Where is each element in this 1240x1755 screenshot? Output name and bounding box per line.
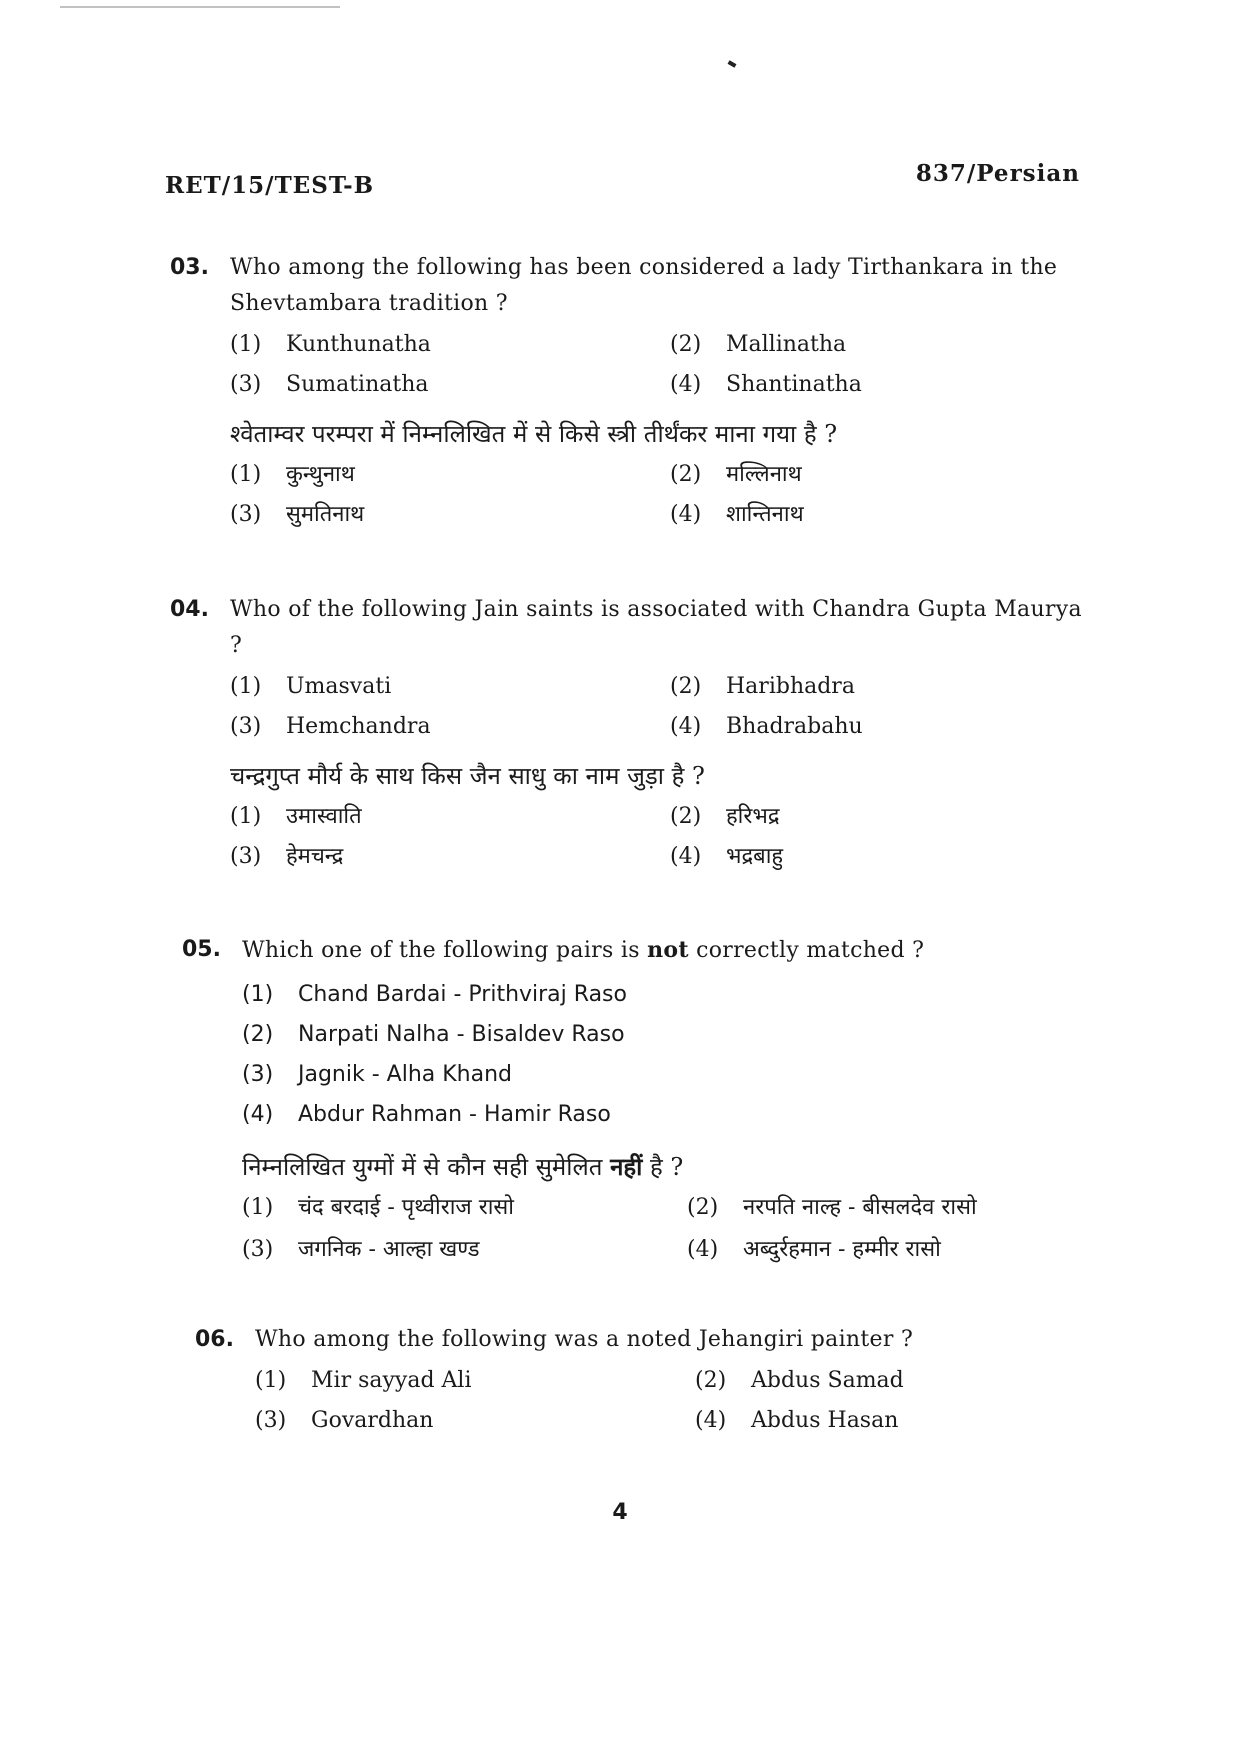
options-english — [242, 975, 1112, 1135]
option-1-hindi: (1) कुन्थुनाथ — [230, 462, 355, 487]
option-3-hindi: (3) सुमतिनाथ — [230, 502, 365, 527]
page-header — [165, 160, 1080, 200]
question-text: Who of the following Jain saints is associated with Chandra Gupta Maurya ? — [230, 597, 1082, 658]
question-number: 05. — [182, 937, 221, 962]
option-3-hindi: (3) हेमचन्द्र — [230, 844, 344, 869]
question-text-hindi: श्वेताम्वर परम्परा में निम्नलिखित में से किसे स्त्री तीर्थंकर माना गया है ? — [230, 420, 838, 448]
option-2: (2) Haribhadra — [670, 674, 855, 699]
options-hindi — [242, 1191, 1112, 1267]
question-text-hindi: चन्द्रगुप्त मौर्य के साथ किस जैन साधु का नाम जुड़ा है ? — [230, 762, 705, 790]
question-text: Who among the following has been considered a lady Tirthankara in the Shevtambara tradition ? — [230, 255, 1058, 316]
scan-artifact-line — [60, 6, 340, 8]
options-english — [255, 1364, 1095, 1438]
paper-subject: 837/Persian — [915, 160, 1080, 187]
paper-code: RET/15/TEST-B — [165, 172, 375, 199]
option-4: (4) Bhadrabahu — [670, 714, 863, 739]
option-4: (4) Shantinatha — [670, 372, 862, 397]
question-05 — [182, 932, 1112, 1267]
option-3: (3) Jagnik - Alha Khand — [242, 1062, 512, 1087]
option-2-hindi: (2) हरिभद्र — [670, 804, 780, 829]
option-4: (4) Abdus Hasan — [695, 1408, 899, 1433]
option-1-hindi: (1) चंद बरदाई - पृथ्वीराज रासो — [242, 1195, 515, 1220]
option-4-hindi: (4) अब्दुर्रहमान - हम्मीर रासो — [687, 1237, 941, 1262]
option-4: (4) Abdur Rahman - Hamir Raso — [242, 1102, 611, 1127]
option-4-hindi: (4) भद्रबाहु — [670, 844, 784, 869]
options-hindi — [230, 800, 1100, 874]
question-text: Who among the following was a noted Jehangiri painter ? — [255, 1327, 914, 1352]
option-1: (1) Umasvati — [230, 674, 392, 699]
scan-speck — [728, 60, 737, 67]
page-number: 4 — [612, 1500, 628, 1525]
option-2-hindi: (2) मल्लिनाथ — [670, 462, 802, 487]
emphasis-nahin: नहीं — [610, 1152, 643, 1181]
options-english — [230, 670, 1100, 744]
question-text: Which one of the following pairs is not correctly matched ? — [242, 937, 925, 963]
option-3: (3) Sumatinatha — [230, 372, 429, 397]
emphasis-not: not — [647, 937, 689, 963]
question-04 — [170, 592, 1100, 874]
options-english — [230, 328, 1100, 402]
option-1: (1) Mir sayyad Ali — [255, 1368, 472, 1393]
option-1: (1) Chand Bardai - Prithviraj Raso — [242, 982, 627, 1007]
option-3: (3) Govardhan — [255, 1408, 434, 1433]
question-number: 04. — [170, 597, 209, 622]
option-2-hindi: (2) नरपति नाल्ह - बीसलदेव रासो — [687, 1195, 977, 1220]
option-4-hindi: (4) शान्तिनाथ — [670, 502, 804, 527]
question-number: 06. — [195, 1327, 234, 1352]
question-03 — [170, 250, 1100, 532]
question-number: 03. — [170, 255, 209, 280]
option-2: (2) Abdus Samad — [695, 1368, 904, 1393]
option-2: (2) Mallinatha — [670, 332, 847, 357]
option-3-hindi: (3) जगनिक - आल्हा खण्ड — [242, 1237, 480, 1262]
option-1: (1) Kunthunatha — [230, 332, 431, 357]
option-3: (3) Hemchandra — [230, 714, 431, 739]
option-1-hindi: (1) उमास्वाति — [230, 804, 362, 829]
question-text-hindi: निम्नलिखित युग्मों में से कौन सही सुमेलित नहीं है ? — [242, 1152, 684, 1181]
question-06 — [195, 1322, 1095, 1438]
options-hindi — [230, 458, 1100, 532]
option-2: (2) Narpati Nalha - Bisaldev Raso — [242, 1022, 625, 1047]
